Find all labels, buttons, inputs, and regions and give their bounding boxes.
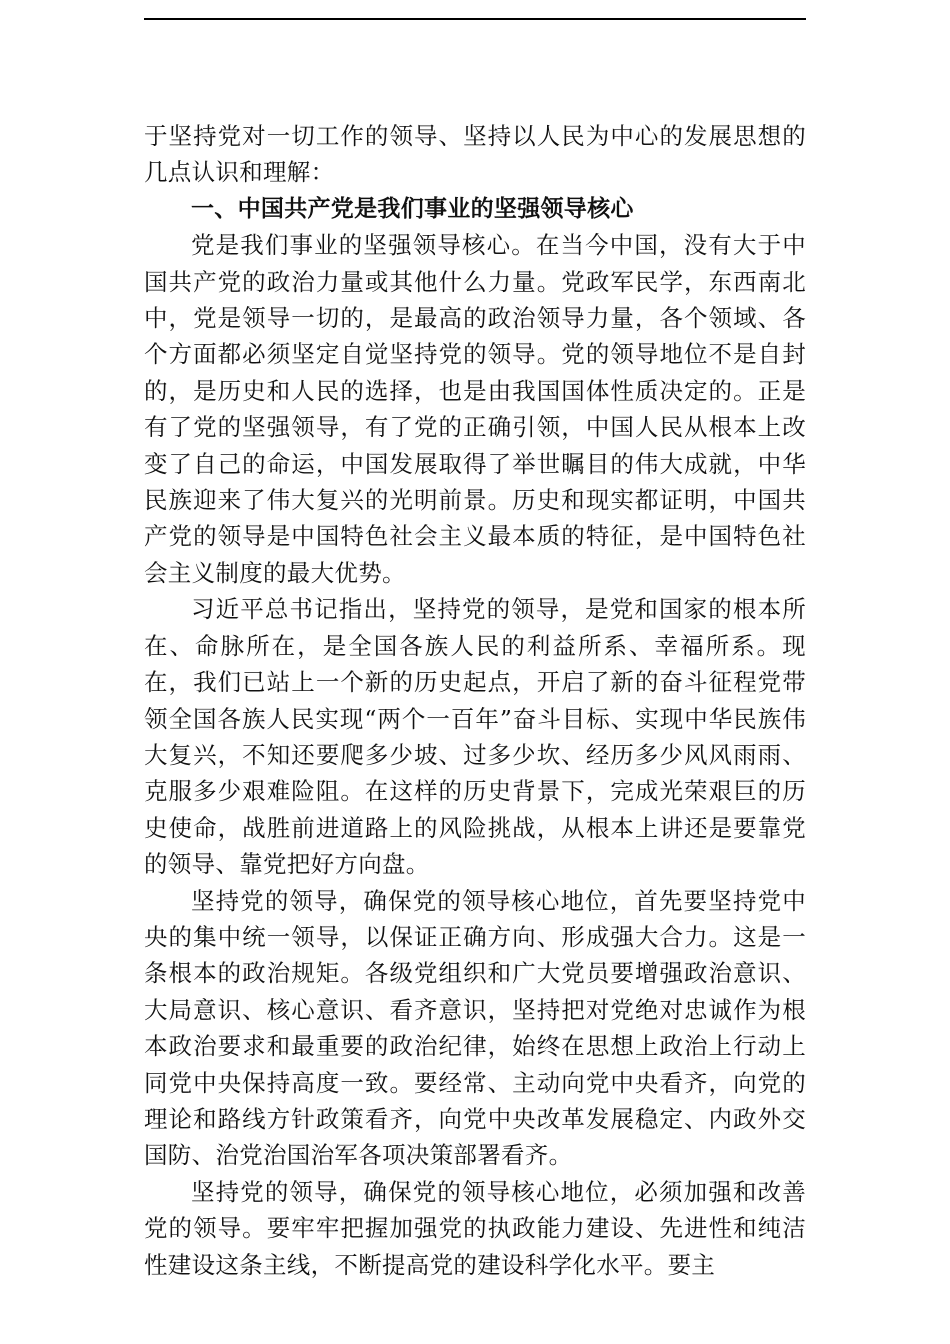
paragraph: 坚持党的领导，确保党的领导核心地位，首先要坚持党中央的集中统一领导，以保证正确方向、形成强大合力。这是一条根本的政治规矩。各级党组织和广大党员要增强政治意识、大局意识、核心意识、看齐意识，坚持把对党绝对忠诚作为根本政治要求和最重要的政治纪律，始终在思想上政治上行动上同党中央保持高度一致。要经常、主动向党中央看齐，向党的理论和路线方针政策看齐，向党中央改革发展稳定、内政外交国防、治党治国治军各项决策部署看齐。 [144,886,806,1170]
paragraph: 习近平总书记指出，坚持党的领导，是党和国家的根本所在、命脉所在，是全国各族人民的利益所系、幸福所系。现在，我们已站上一个新的历史起点，开启了新的奋斗征程党带领全国各族人民实现“两个一百年”奋斗目标、实现中华民族伟大复兴，不知还要爬多少坡、过多少坎、经历多少风风雨雨、克服多少艰难险阻。在这样的历史背景下，完成光荣艰巨的历史使命，战胜前进道路上的风险挑战，从根本上讲还是要靠党的领导、靠党把好方向盘。 [144,595,806,879]
paragraph: 坚持党的领导，确保党的领导核心地位，必须加强和改善党的领导。要牢牢把握加强党的执政能力建设、先进性和纯洁性建设这条主线，不断提高党的建设科学化水平。要主 [144,1177,806,1279]
intro-continuation: 于坚持党对一切工作的领导、坚持以人民为中心的发展思想的几点认识和理解： [144,122,806,187]
document-body [144,118,806,1283]
paragraph: 党是我们事业的坚强领导核心。在当今中国，没有大于中国共产党的政治力量或其他什么力量。党政军民学，东西南北中，党是领导一切的，是最高的政治领导力量，各个领域、各个方面都必须坚定自觉坚持党的领导。党的领导地位不是自封的，是历史和人民的选择，也是由我国国体性质决定的。正是有了党的坚强领导，有了党的正确引领，中国人民从根本上改变了自己的命运，中国发展取得了举世瞩目的伟大成就，中华民族迎来了伟大复兴的光明前景。历史和现实都证明，中国共产党的领导是中国特色社会主义最本质的特征，是中国特色社会主义制度的最大优势。 [144,231,806,587]
section-heading: 一、中国共产党是我们事业的坚强领导核心 [191,195,634,222]
header-rule [144,18,806,20]
